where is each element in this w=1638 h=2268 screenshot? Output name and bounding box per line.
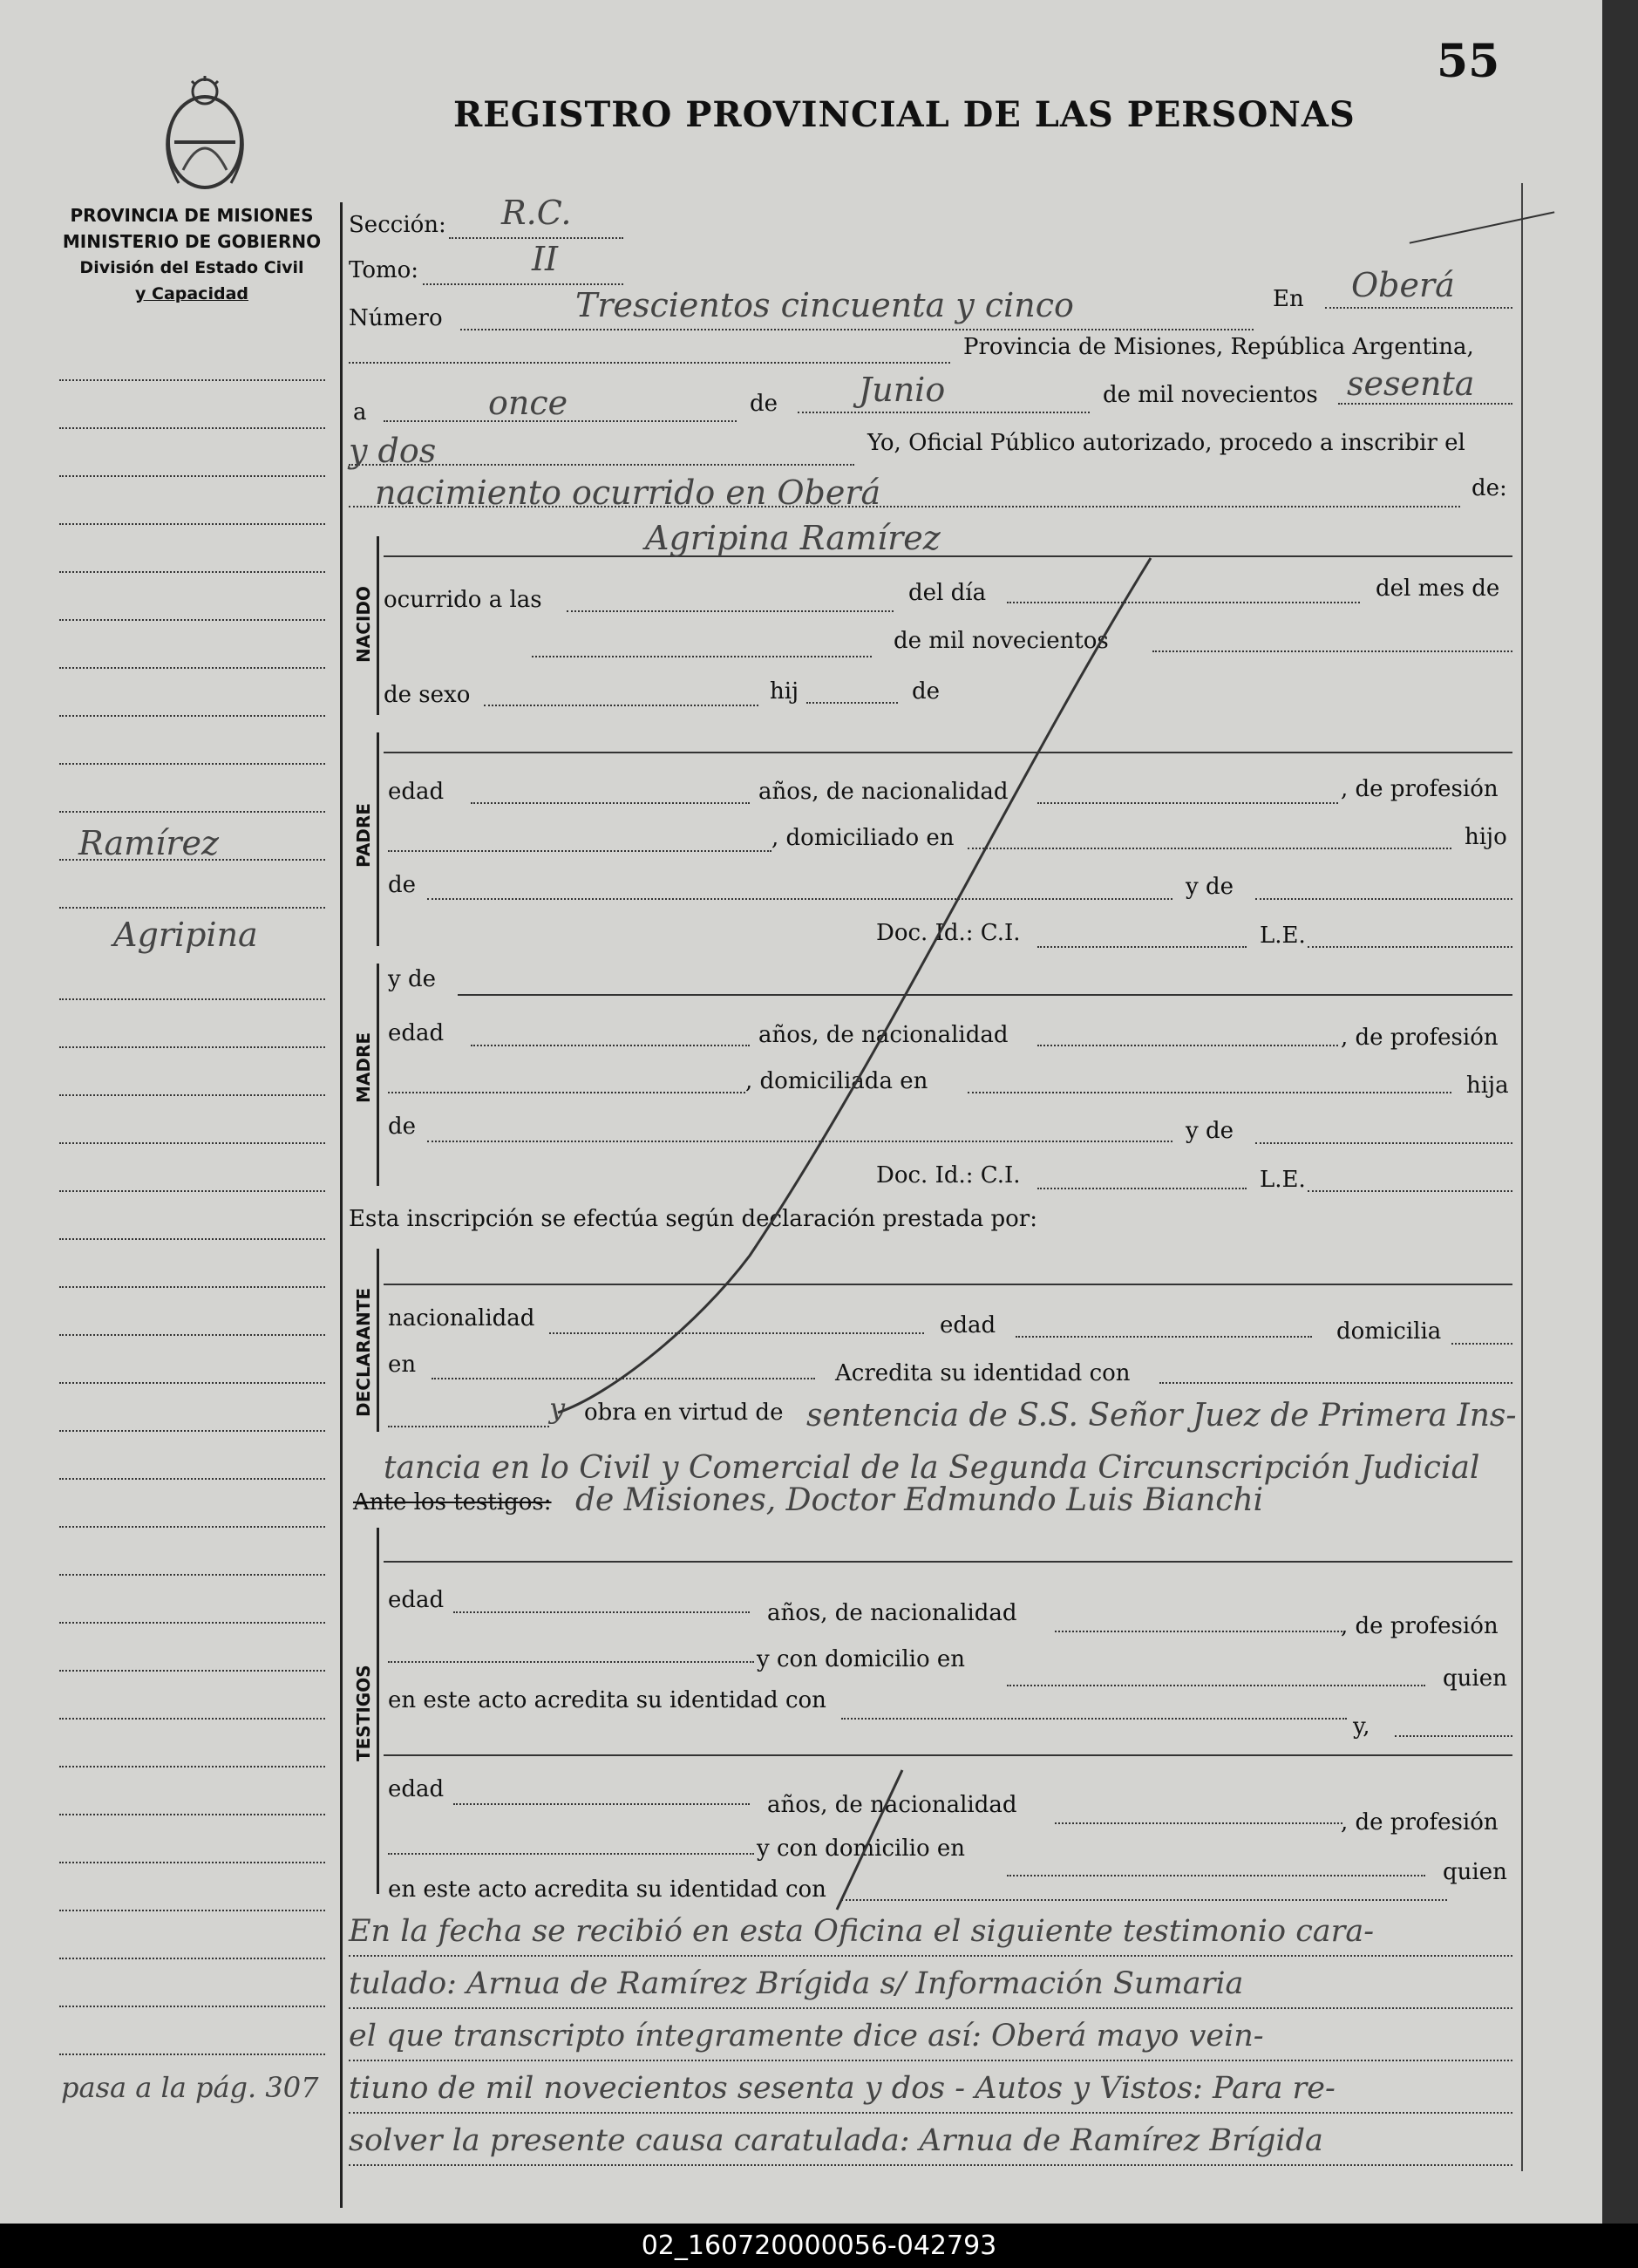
testigo1-edad-label: edad xyxy=(388,1587,445,1613)
numero-label: Número xyxy=(349,305,443,331)
numero-value: Trescientos cincuenta y cinco xyxy=(575,286,1074,324)
declarante-handwritten-line3: de Misiones, Doctor Edmundo Luis Bianchi xyxy=(575,1482,1264,1518)
testigo2-quien-label: quien xyxy=(1443,1859,1507,1885)
madre-y-de-top-label: y de xyxy=(388,966,436,992)
testigo1-acto-label: en este acto acredita su identidad con xyxy=(388,1687,826,1713)
padre-anios-label: años, de nacionalidad xyxy=(758,779,1009,805)
header-capacity: y Capacidad xyxy=(135,284,248,303)
testigo2-acto-label: en este acto acredita su identidad con xyxy=(388,1876,826,1903)
header-ministry: MINISTERIO DE GOBIERNO xyxy=(62,231,322,252)
note-line-5: solver la presente causa caratulada: Arnua de Ramírez Brígida xyxy=(349,2123,1323,2158)
nacimiento-value: nacimiento ocurrido en Oberá xyxy=(375,473,881,512)
testigo2-edad-label: edad xyxy=(388,1776,445,1802)
del-mes-label: del mes de xyxy=(1376,576,1500,602)
footer-id: 02_160720000056-042793 xyxy=(0,2224,1638,2268)
padre-doc-label: Doc. Id.: C.I. xyxy=(876,920,1021,946)
madre-hija-label: hija xyxy=(1466,1073,1509,1099)
en-label: En xyxy=(1273,286,1304,312)
testigo2-domicilio-label: y con domicilio en xyxy=(757,1836,966,1862)
padre-y-de-label: y de xyxy=(1186,874,1234,900)
testigo1-quien-label: quien xyxy=(1443,1665,1507,1692)
page-title: REGISTRO PROVINCIAL DE LAS PERSONAS xyxy=(453,94,1356,135)
mil-novecientos-label: de mil novecientos xyxy=(894,628,1109,654)
testigo1-y-label: y, xyxy=(1353,1713,1370,1740)
tomo-label: Tomo: xyxy=(349,257,419,283)
declarante-acredita-label: Acredita su identidad con xyxy=(835,1360,1131,1386)
declarante-handwritten-line1: sentencia de S.S. Señor Juez de Primera Ins- xyxy=(806,1398,1517,1434)
a-label: a xyxy=(353,399,367,426)
testigo1-domicilio-label: y con domicilio en xyxy=(757,1646,966,1672)
margin-page-reference: pasa a la pág. 307 xyxy=(61,2071,319,2104)
declarante-obra-label: obra en virtud de xyxy=(584,1400,784,1426)
nacido-de-label: de xyxy=(912,678,941,705)
nombre-value: Agripina Ramírez xyxy=(645,519,941,557)
anio-value: sesenta xyxy=(1347,364,1475,403)
margin-given-name: Agripina xyxy=(113,916,258,954)
section-padre: PADRE xyxy=(353,803,374,868)
header-province: PROVINCIA DE MISIONES xyxy=(70,205,314,226)
madre-le-label: L.E. xyxy=(1260,1167,1306,1193)
note-line-2: tulado: Arnua de Ramírez Brígida s/ Información Sumaria xyxy=(349,1966,1244,2001)
section-nacido: NACIDO xyxy=(353,586,374,663)
padre-hijo-label: hijo xyxy=(1465,824,1507,850)
padre-profesion-label: , de profesión xyxy=(1341,776,1499,802)
madre-edad-label: edad xyxy=(388,1020,445,1046)
book-binding xyxy=(1602,0,1638,2224)
provincia-text: Provincia de Misiones, República Argentina, xyxy=(963,334,1474,360)
declarante-obra-mark: y xyxy=(549,1392,566,1425)
madre-anios-label: años, de nacionalidad xyxy=(758,1022,1009,1048)
testigo2-anios-label: años, de nacionalidad xyxy=(767,1792,1017,1818)
note-line-3: el que transcripto íntegramente dice así: Oberá mayo vein- xyxy=(349,2019,1264,2053)
section-madre: MADRE xyxy=(353,1032,374,1103)
madre-profesion-label: , de profesión xyxy=(1341,1025,1499,1051)
declaracion-text: Esta inscripción se efectúa según declaración prestada por: xyxy=(349,1206,1037,1232)
testigos-label: Ante los testigos: xyxy=(353,1489,552,1515)
tomo-value: II xyxy=(532,240,559,278)
declarante-edad-label: edad xyxy=(940,1312,996,1338)
note-line-4: tiuno de mil novecientos sesenta y dos - Autos y Vistos: Para re- xyxy=(349,2071,1336,2106)
ocurrido-label: ocurrido a las xyxy=(384,587,542,613)
yo-text: Yo, Oficial Público autorizado, procedo a inscribir el xyxy=(867,430,1465,456)
padre-le-label: L.E. xyxy=(1260,923,1306,949)
section-declarante: DECLARANTE xyxy=(353,1287,374,1417)
seccion-label: Sección: xyxy=(349,212,446,238)
header-division: División del Estado Civil xyxy=(79,258,304,277)
mes-value: Junio xyxy=(859,371,946,409)
margin-surname: Ramírez xyxy=(78,824,219,862)
testigo1-anios-label: años, de nacionalidad xyxy=(767,1600,1017,1626)
declarante-handwritten-line2: tancia en lo Civil y Comercial de la Segunda Circunscripción Judicial xyxy=(384,1450,1480,1486)
sexo-label: de sexo xyxy=(384,682,471,708)
padre-domiciliado-label: , domiciliado en xyxy=(771,825,955,851)
madre-de-label: de xyxy=(388,1114,417,1140)
mil-label: de mil novecientos xyxy=(1103,382,1318,408)
anio-value-continued: y dos xyxy=(349,432,437,470)
en-value: Oberá xyxy=(1351,266,1455,304)
page-number: 55 xyxy=(1437,35,1500,88)
de-colon-label: de: xyxy=(1471,475,1507,501)
seccion-value: R.C. xyxy=(501,194,572,232)
del-dia-label: del día xyxy=(908,580,987,606)
dia-value: once xyxy=(488,384,568,422)
padre-de-label: de xyxy=(388,872,417,898)
declarante-nacionalidad-label: nacionalidad xyxy=(388,1305,535,1332)
declarante-en-label: en xyxy=(388,1352,417,1378)
de-label: de xyxy=(750,391,778,417)
padre-edad-label: edad xyxy=(388,779,445,805)
note-line-1: En la fecha se recibió en esta Oficina el siguiente testimonio cara- xyxy=(349,1914,1375,1949)
hij-label: hij xyxy=(770,678,799,705)
madre-domiciliada-label: , domiciliada en xyxy=(745,1068,928,1094)
madre-doc-label: Doc. Id.: C.I. xyxy=(876,1162,1021,1188)
section-testigos: TESTIGOS xyxy=(353,1665,374,1761)
testigo2-profesion-label: , de profesión xyxy=(1341,1809,1499,1836)
declarante-domicilia-label: domicilia xyxy=(1336,1318,1442,1345)
testigo1-profesion-label: , de profesión xyxy=(1341,1613,1499,1639)
madre-y-de-label: y de xyxy=(1186,1118,1234,1144)
